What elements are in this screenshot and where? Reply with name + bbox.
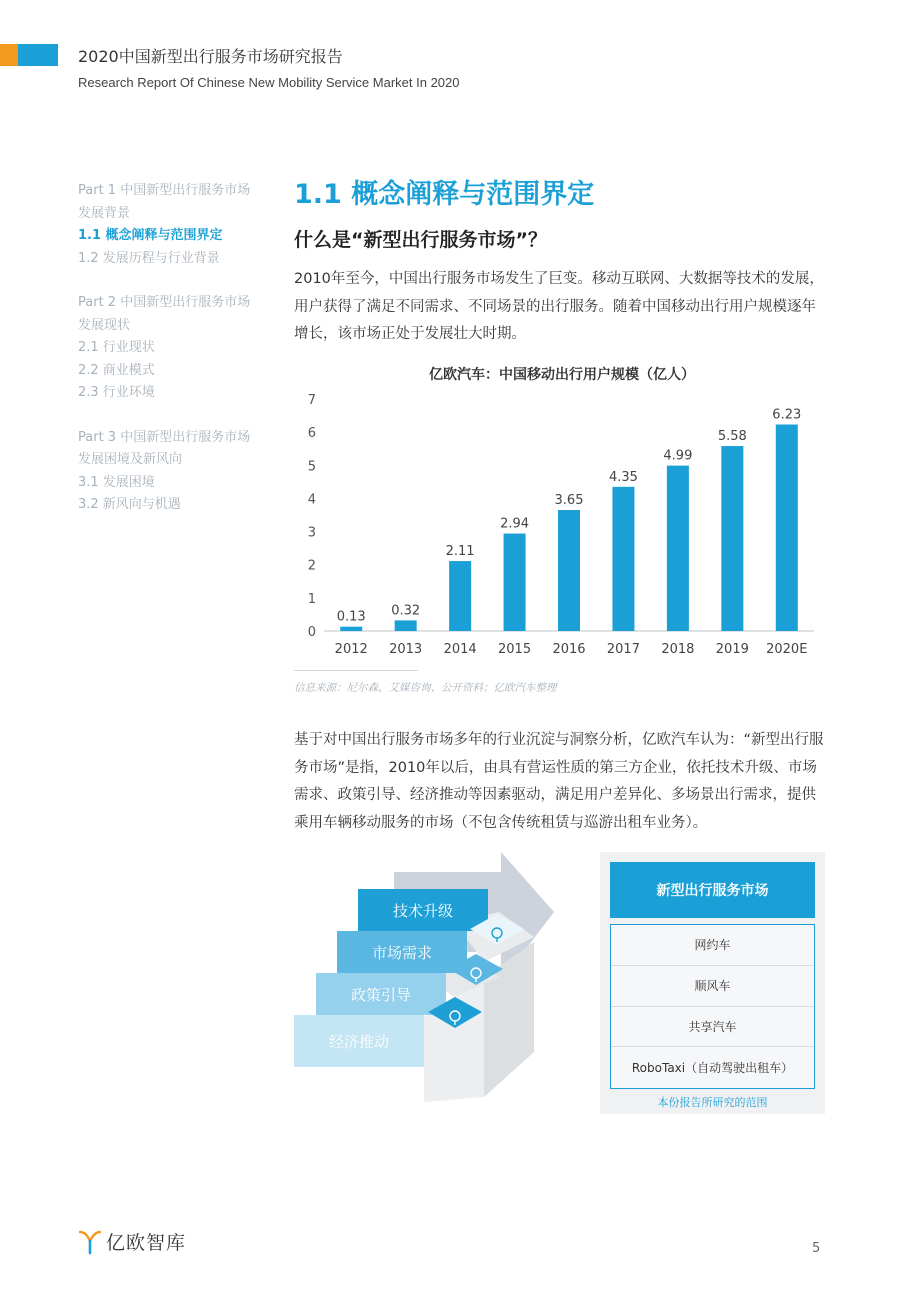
bar-value-label: 4.35 (608, 469, 638, 485)
brand-mark-icon (78, 1229, 102, 1255)
toc-item[interactable]: 2.1 行业现状 (78, 340, 155, 355)
toc-part-3 (78, 427, 278, 517)
report-subtitle: Research Report Of Chinese New Mobility Service Market In 2020 (78, 75, 460, 90)
header-accent-orange (0, 44, 18, 66)
section-heading: 1.1 概念阐释与范围界定 (294, 179, 595, 210)
toc-item[interactable]: 3.1 发展困境 (78, 474, 155, 490)
intro-paragraph: 2010年至今，中国出行服务市场发生了巨变。移动互联网、大数据等技术的发展，用户获得了满足不同需求、不同场景的出行服务。随着中国移动出行用户规模逐年增长，该市场正处于发展壮大时期。 (294, 271, 824, 342)
y-tick-label: 5 (307, 459, 316, 475)
driver-label: 政策引导 (350, 986, 412, 1004)
y-tick-label: 1 (307, 591, 316, 607)
bar-value-label: 2.11 (445, 544, 475, 560)
x-tick-label: 2012 (334, 642, 368, 657)
bar-value-label: 6.23 (772, 407, 802, 423)
toc-item[interactable]: Part 1 中国新型出行服务市场 (78, 183, 251, 198)
bar (504, 534, 526, 631)
toc-part-2 (78, 292, 278, 405)
scope-panel-title: 新型出行服务市场 (610, 862, 815, 918)
chart-title: 亿欧汽车：中国移动出行用户规模（亿人） (429, 367, 695, 383)
y-tick-label: 6 (307, 426, 316, 442)
toc-item[interactable]: 发展背景 (78, 205, 131, 221)
scope-item: RoboTaxi（自动驾驶出租车） (631, 1061, 794, 1076)
bar-value-label: 5.58 (717, 429, 747, 445)
toc-item[interactable]: Part 3 中国新型出行服务市场 (78, 429, 251, 445)
report-title: 2020中国新型出行服务市场研究报告 (78, 47, 343, 66)
section-subheading: 什么是“新型出行服务市场”？ (294, 229, 547, 251)
driver-label: 经济推动 (328, 1033, 390, 1051)
x-tick-label: 2020E (766, 642, 808, 657)
bar (340, 627, 362, 631)
toc-item[interactable]: 2.3 行业环境 (78, 385, 155, 400)
y-tick-label: 2 (307, 558, 316, 574)
x-tick-label: 2018 (661, 642, 695, 657)
scope-panel-caption: 本份报告所研究的范围 (657, 1096, 768, 1109)
user-scale-bar-chart (294, 385, 830, 663)
bar (612, 487, 634, 631)
x-tick-label: 2017 (606, 642, 640, 657)
scope-item: 网约车 (611, 925, 814, 966)
bar (558, 510, 580, 631)
toc-item[interactable]: 发展困境及新风向 (78, 452, 183, 467)
source-divider (294, 670, 418, 671)
toc-item[interactable]: 发展现状 (78, 317, 131, 333)
x-tick-label: 2013 (389, 642, 423, 657)
bar (395, 620, 417, 631)
bar-value-label: 2.94 (500, 516, 530, 532)
brand-logo (78, 1228, 186, 1255)
header-accent-blue (18, 44, 58, 66)
scope-item: 顺风车 (611, 966, 814, 1007)
x-tick-label: 2014 (443, 642, 477, 657)
bar-value-label: 0.32 (391, 603, 421, 619)
toc-item[interactable]: Part 2 中国新型出行服务市场 (78, 295, 251, 310)
y-tick-label: 7 (307, 393, 316, 408)
toc-item[interactable]: 2.2 商业模式 (78, 362, 155, 378)
bar (449, 561, 471, 631)
bar-value-label: 4.99 (663, 448, 693, 464)
y-tick-label: 0 (307, 625, 316, 640)
definition-paragraph: 基于对中国出行服务市场多年的行业沉淀与洞察分析，亿欧汽车认为：“新型出行服务市场”是指，2010年以后，由具有营运性质的第三方企业，依托技术升级、市场需求、政策引导、经济推动等因素驱动，满足用户差异化、多场景出行需求，提供乘用车辆移动服务的市场（不包含传统租赁与巡游出租车业务）。 (294, 732, 824, 831)
driver-label: 技术升级 (392, 902, 454, 920)
bar (667, 466, 689, 631)
y-tick-label: 4 (307, 492, 316, 508)
drivers-staircase-diagram (294, 852, 564, 1102)
toc-item[interactable]: 1.2 发展历程与行业背景 (78, 250, 220, 266)
bar (776, 425, 798, 631)
x-tick-label: 2015 (498, 642, 532, 657)
x-tick-label: 2016 (552, 642, 586, 657)
bar-value-label: 3.65 (554, 493, 584, 509)
source-note: 信息来源：尼尔森、艾媒咨询、公开资料；亿欧汽车整理 (294, 682, 557, 694)
scope-panel-list (610, 924, 815, 1089)
bar (721, 446, 743, 631)
page-number: 5 (812, 1241, 821, 1256)
x-tick-label: 2019 (715, 642, 749, 657)
y-tick-label: 3 (307, 525, 316, 541)
scope-item: 共享汽车 (611, 1007, 814, 1048)
sidebar-toc (78, 180, 278, 539)
driver-label: 市场需求 (371, 944, 433, 962)
bar-value-label: 0.13 (336, 609, 366, 625)
brand-logo-text: 亿欧智库 (106, 1232, 187, 1254)
toc-part-1 (78, 180, 278, 270)
toc-item-active[interactable]: 1.1 概念阐释与范围界定 (78, 228, 223, 243)
toc-item[interactable]: 3.2 新风向与机遇 (78, 497, 181, 512)
